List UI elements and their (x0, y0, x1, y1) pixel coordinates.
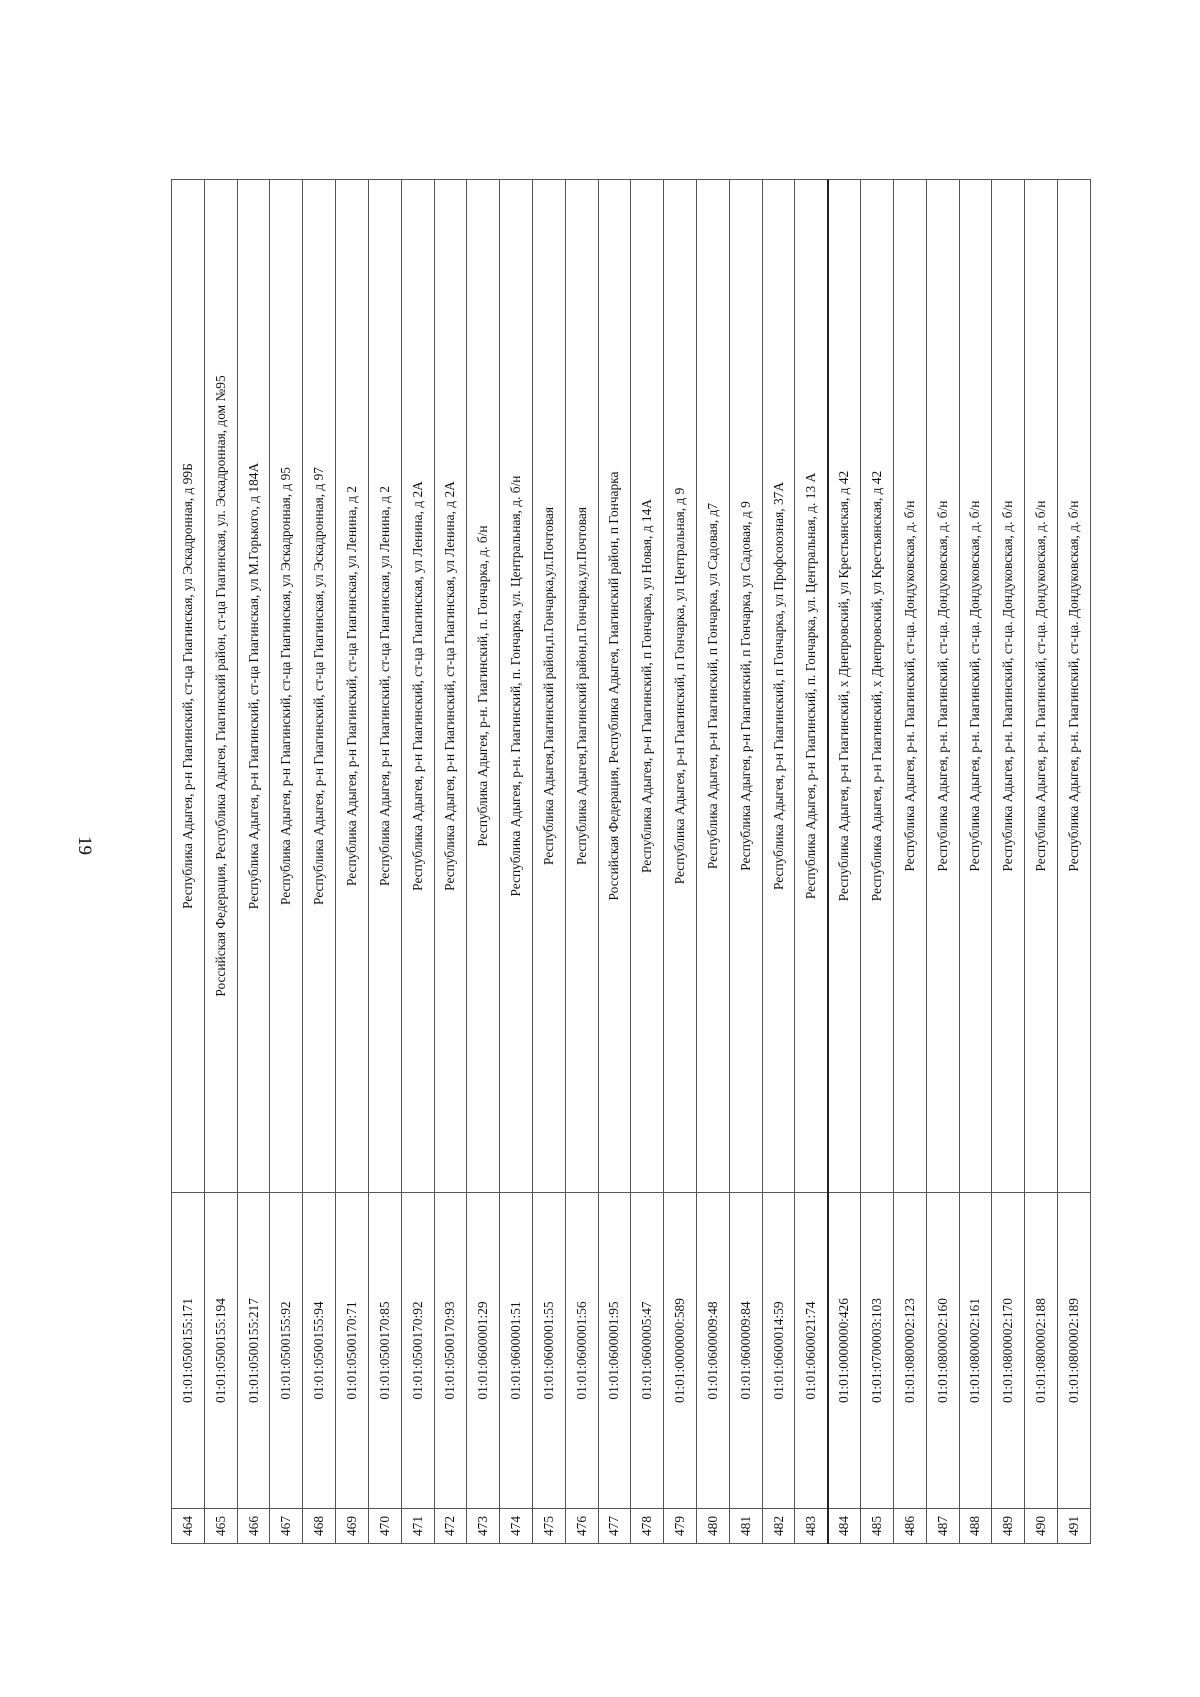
address-cell (959, 180, 992, 1193)
table-row (270, 180, 303, 1544)
table-row (532, 180, 565, 1544)
row-number-cell-text: 490 (1033, 1515, 1049, 1537)
address-cell-text: Российская Федерация, Республика Адыгея, Гиагинский район, п Гончарка (606, 471, 622, 901)
address-cell (565, 180, 598, 1193)
address-cell (926, 180, 959, 1193)
cadastral-number-cell-text: 01:01:0600001:95 (606, 1301, 622, 1400)
row-number-cell (828, 1509, 861, 1544)
address-cell (1057, 180, 1090, 1193)
address-cell (467, 180, 500, 1193)
registry-table (171, 179, 1091, 1544)
address-cell-text: Республика Адыгея,Гиагинский район,п.Гончарка,ул.Почтовая (573, 506, 589, 866)
table-row (664, 180, 697, 1544)
cadastral-number-cell-text: 01:01:0000000:426 (836, 1298, 852, 1403)
registry-table-body (172, 180, 1091, 1544)
address-cell-text: Республика Адыгея, р-н. Гиагинский, ст-ца. Дондуковская, д. б/н (1033, 500, 1049, 872)
row-number-cell-text: 465 (212, 1515, 228, 1537)
cadastral-number-cell (992, 1193, 1025, 1509)
address-cell (893, 180, 926, 1193)
table-row (172, 180, 205, 1544)
row-number-cell (1057, 1509, 1090, 1544)
cadastral-number-cell-text: 01:01:0600001:55 (540, 1301, 556, 1400)
row-number-cell (303, 1509, 336, 1544)
row-number-cell (762, 1509, 795, 1544)
cadastral-number-cell-text: 01:01:0500170:85 (376, 1301, 392, 1400)
row-number-cell (1025, 1509, 1058, 1544)
row-number-cell-text: 472 (442, 1515, 458, 1537)
cadastral-number-cell-text: 01:01:0800002:160 (934, 1298, 950, 1403)
row-number-cell (992, 1509, 1025, 1544)
row-number-cell-text: 473 (475, 1515, 491, 1537)
row-number-cell (926, 1509, 959, 1544)
address-cell-text: Республика Адыгея, р-н Гиагинский, ст-ца Гиагинская, ул Ленина, д 2 (376, 486, 392, 886)
cadastral-number-cell-text: 01:01:0600009:48 (704, 1301, 720, 1400)
row-number-cell-text: 486 (901, 1515, 917, 1537)
address-cell (336, 180, 369, 1193)
row-number-cell-text: 464 (179, 1515, 195, 1537)
cadastral-number-cell-text: 01:01:0500155:171 (179, 1298, 195, 1403)
address-cell (598, 180, 631, 1193)
cadastral-number-cell (926, 1193, 959, 1509)
cadastral-number-cell-text: 01:01:0500170:93 (442, 1301, 458, 1400)
cadastral-number-cell-text: 01:01:0800002:161 (967, 1298, 983, 1403)
row-number-cell-text: 488 (967, 1515, 983, 1537)
cadastral-number-cell (861, 1193, 894, 1509)
row-number-cell-text: 479 (672, 1515, 688, 1537)
address-cell-text: Республика Адыгея, р-н Гиагинский, п. Гончарка, ул. Центральная, д. 13 А (803, 472, 819, 900)
row-number-cell (401, 1509, 434, 1544)
row-number-cell-text: 485 (868, 1515, 884, 1537)
address-cell (270, 180, 303, 1193)
cadastral-number-cell-text: 01:01:0700003:103 (868, 1298, 884, 1403)
row-number-cell (237, 1509, 270, 1544)
cadastral-number-cell (204, 1193, 237, 1509)
cadastral-number-cell (303, 1193, 336, 1509)
address-cell-text: Республика Адыгея, р-н Гиагинский, ст-ца Гиагинская, ул Ленина, д 2 (343, 486, 359, 886)
address-cell-text: Республика Адыгея, р-н Гиагинский, п Гончарка, ул Новая, д 14А (639, 499, 655, 873)
cadastral-number-cell (631, 1193, 664, 1509)
cadastral-number-cell (172, 1193, 205, 1509)
row-number-cell-text: 477 (606, 1515, 622, 1537)
cadastral-number-cell-text: 01:01:0500155:194 (212, 1298, 228, 1403)
cadastral-number-cell (368, 1193, 401, 1509)
row-number-cell-text: 468 (311, 1515, 327, 1537)
cadastral-number-cell-text: 01:01:0500170:92 (409, 1301, 425, 1400)
address-cell-text: Республика Адыгея, р-н Гиагинский, ст-ца Гиагинская, ул Ленина, д 2А (442, 481, 458, 891)
address-cell-text: Республика Адыгея, р-н Гиагинский, п Гончарка, ул Центральная, д 9 (672, 487, 688, 885)
row-number-cell-text: 491 (1065, 1515, 1081, 1537)
cadastral-number-cell-text: 01:01:0800002:189 (1065, 1298, 1081, 1403)
cadastral-number-cell (1057, 1193, 1090, 1509)
address-cell-text: Республика Адыгея, р-н Гиагинский, ст-ца Гиагинская, ул Эскадронная, д 97 (311, 467, 327, 905)
table-row (1025, 180, 1058, 1544)
table-row (926, 180, 959, 1544)
row-number-cell (959, 1509, 992, 1544)
table-row (500, 180, 533, 1544)
row-number-cell-text: 489 (1000, 1515, 1016, 1537)
table-row (434, 180, 467, 1544)
address-cell-text: Республика Адыгея, р-н Гиагинский, ст-ца Гиагинская, ул Эскадронная, д 95 (278, 467, 294, 905)
address-cell-text: Республика Адыгея, р-н. Гиагинский, ст-ца. Дондуковская, д. б/н (967, 500, 983, 872)
table-row (368, 180, 401, 1544)
table-row (861, 180, 894, 1544)
address-cell (992, 180, 1025, 1193)
row-number-cell (467, 1509, 500, 1544)
row-number-cell-text: 470 (376, 1515, 392, 1537)
address-cell-text: Республика Адыгея, р-н Гиагинский, п Гончарка, ул Садовая, д 9 (737, 501, 753, 871)
row-number-cell (368, 1509, 401, 1544)
cadastral-number-cell (893, 1193, 926, 1509)
address-cell (664, 180, 697, 1193)
cadastral-number-cell (598, 1193, 631, 1509)
table-row (303, 180, 336, 1544)
row-number-cell-text: 482 (770, 1515, 786, 1537)
address-cell-text: Республика Адыгея, р-н Гиагинский, ст-ца Гиагинская, ул Ленина, д 2А (409, 481, 425, 891)
row-number-cell-text: 487 (934, 1515, 950, 1537)
address-cell-text: Республика Адыгея, р-н. Гиагинский, ст-ца. Дондуковская, д. б/н (934, 500, 950, 872)
address-cell-text: Республика Адыгея, р-н. Гиагинский, ст-ца. Дондуковская, д. б/н (1000, 500, 1016, 872)
table-row (1057, 180, 1090, 1544)
cadastral-number-cell (500, 1193, 533, 1509)
cadastral-number-cell-text: 01:01:0500155:92 (278, 1301, 294, 1400)
row-number-cell (500, 1509, 533, 1544)
address-cell-text: Республика Адыгея, р-н. Гиагинский, ст-ца. Дондуковская, д. б/н (901, 500, 917, 872)
cadastral-number-cell (729, 1193, 762, 1509)
cadastral-number-cell-text: 01:01:0000000:589 (672, 1298, 688, 1403)
address-cell (500, 180, 533, 1193)
address-cell-text: Российская Федерация, Республика Адыгея, Гиагинский район, ст-ца Гиагинская, ул. Эскадронная, дом №95 (212, 375, 228, 997)
row-number-cell (336, 1509, 369, 1544)
address-cell (434, 180, 467, 1193)
address-cell (795, 180, 828, 1193)
cadastral-number-cell (795, 1193, 828, 1509)
row-number-cell (861, 1509, 894, 1544)
address-cell-text: Республика Адыгея, р-н. Гиагинский, п. Гончарка, ул. Центральная, д. б/н (508, 475, 524, 897)
table-row (893, 180, 926, 1544)
cadastral-number-cell-text: 01:01:0600005:47 (639, 1301, 655, 1400)
row-number-cell-text: 480 (704, 1515, 720, 1537)
row-number-cell (598, 1509, 631, 1544)
row-number-cell (565, 1509, 598, 1544)
row-number-cell-text: 476 (573, 1515, 589, 1537)
cadastral-number-cell-text: 01:01:0800002:123 (901, 1298, 917, 1403)
address-cell (729, 180, 762, 1193)
address-cell (172, 180, 205, 1193)
cadastral-number-cell (532, 1193, 565, 1509)
cadastral-number-cell (959, 1193, 992, 1509)
row-number-cell-text: 478 (639, 1515, 655, 1537)
table-row (565, 180, 598, 1544)
cadastral-number-cell-text: 01:01:0800002:170 (1000, 1298, 1016, 1403)
address-cell-text: Республика Адыгея, р-н Гиагинский, ст-ца Гиагинская, ул Эскадронная, д 99Б (179, 463, 195, 909)
address-cell (697, 180, 730, 1193)
cadastral-number-cell (270, 1193, 303, 1509)
table-row (697, 180, 730, 1544)
row-number-cell-text: 481 (737, 1515, 753, 1537)
cadastral-number-cell (434, 1193, 467, 1509)
address-cell-text: Республика Адыгея, р-н Гиагинский, х Днепровский, ул Крестьянская, д 42 (836, 470, 852, 902)
address-cell (532, 180, 565, 1193)
row-number-cell-text: 471 (409, 1515, 425, 1537)
cadastral-number-cell-text: 01:01:0500155:217 (245, 1298, 261, 1403)
row-number-cell (631, 1509, 664, 1544)
address-cell-text: Республика Адыгея,Гиагинский район,п.Гончарка,ул.Почтовая (540, 506, 556, 866)
address-cell (861, 180, 894, 1193)
table-row (204, 180, 237, 1544)
address-cell (303, 180, 336, 1193)
address-cell-text: Республика Адыгея, р-н Гиагинский, х Днепровский, ул Крестьянская, д 42 (868, 470, 884, 902)
cadastral-number-cell (664, 1193, 697, 1509)
address-cell (828, 180, 861, 1193)
address-cell (204, 180, 237, 1193)
cadastral-number-cell-text: 01:01:0500170:71 (343, 1301, 359, 1400)
cadastral-number-cell-text: 01:01:0600001:56 (573, 1301, 589, 1400)
address-cell (401, 180, 434, 1193)
table-row (992, 180, 1025, 1544)
row-number-cell (664, 1509, 697, 1544)
address-cell-text: Республика Адыгея, р-н. Гиагинский, ст-ца. Дондуковская, д. б/н (1065, 500, 1081, 872)
cadastral-number-cell (762, 1193, 795, 1509)
address-cell-text: Республика Адыгея, р-н Гиагинский, п Гончарка, ул Садовая, д7 (704, 502, 720, 870)
cadastral-number-cell-text: 01:01:0600001:51 (508, 1301, 524, 1400)
cadastral-number-cell-text: 01:01:0600021:74 (803, 1301, 819, 1400)
row-number-cell-text: 474 (508, 1515, 524, 1537)
row-number-cell (270, 1509, 303, 1544)
row-number-cell (172, 1509, 205, 1544)
row-number-cell (532, 1509, 565, 1544)
address-cell (631, 180, 664, 1193)
address-cell-text: Республика Адыгея, р-н Гиагинский, ст-ца Гиагинская, ул М.Горького, д 184А (245, 462, 261, 910)
row-number-cell (204, 1509, 237, 1544)
cadastral-number-cell-text: 01:01:0600014:59 (770, 1301, 786, 1400)
table-row (401, 180, 434, 1544)
table-row (336, 180, 369, 1544)
page-number: 19 (74, 836, 95, 855)
address-cell (237, 180, 270, 1193)
cadastral-number-cell-text: 01:01:0600001:29 (475, 1301, 491, 1400)
cadastral-number-cell (565, 1193, 598, 1509)
registry-table-wrapper (171, 180, 1090, 1544)
cadastral-number-cell-text: 01:01:0600009:84 (737, 1301, 753, 1400)
row-number-cell-text: 475 (540, 1515, 556, 1537)
row-number-cell-text: 466 (245, 1515, 261, 1537)
table-row (631, 180, 664, 1544)
cadastral-number-cell (401, 1193, 434, 1509)
table-row (729, 180, 762, 1544)
table-row (237, 180, 270, 1544)
cadastral-number-cell (467, 1193, 500, 1509)
cadastral-number-cell (697, 1193, 730, 1509)
row-number-cell-text: 467 (278, 1515, 294, 1537)
address-cell-text: Республика Адыгея, р-н. Гиагинский, п. Гончарка, д. б/н (475, 525, 491, 847)
cadastral-number-cell-text: 01:01:0500155:94 (311, 1301, 327, 1400)
address-cell (1025, 180, 1058, 1193)
row-number-cell-text: 469 (343, 1515, 359, 1537)
table-row (828, 180, 861, 1544)
cadastral-number-cell (237, 1193, 270, 1509)
row-number-cell-text: 484 (836, 1515, 852, 1537)
row-number-cell (893, 1509, 926, 1544)
cadastral-number-cell-text: 01:01:0800002:188 (1033, 1298, 1049, 1403)
address-cell (762, 180, 795, 1193)
table-row (467, 180, 500, 1544)
address-cell (368, 180, 401, 1193)
table-row (959, 180, 992, 1544)
table-row (762, 180, 795, 1544)
cadastral-number-cell (1025, 1193, 1058, 1509)
row-number-cell (697, 1509, 730, 1544)
cadastral-number-cell (828, 1193, 861, 1509)
row-number-cell (795, 1509, 828, 1544)
table-row (598, 180, 631, 1544)
cadastral-number-cell (336, 1193, 369, 1509)
row-number-cell-text: 483 (803, 1515, 819, 1537)
address-cell-text: Республика Адыгея, р-н Гиагинский, п Гончарка, ул Профсоюзная, 37А (770, 481, 786, 891)
row-number-cell (729, 1509, 762, 1544)
row-number-cell (434, 1509, 467, 1544)
table-row (795, 180, 828, 1544)
